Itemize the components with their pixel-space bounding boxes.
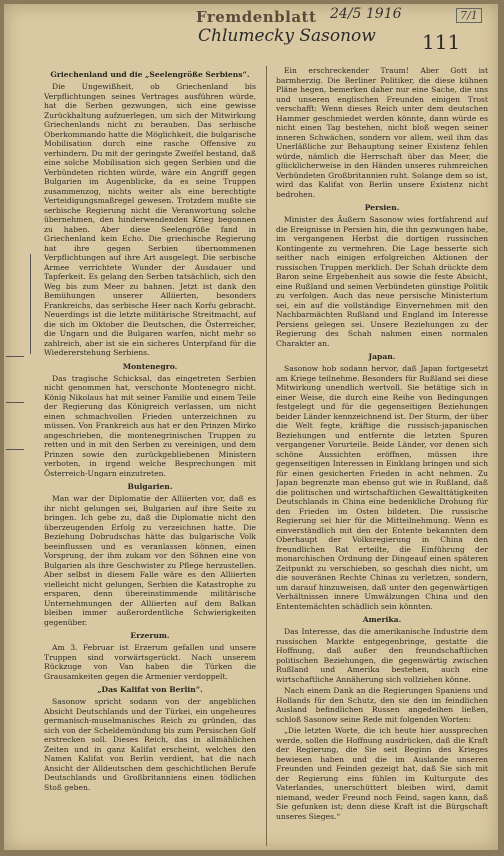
right-column <box>276 66 488 846</box>
pencil-mark <box>6 449 24 451</box>
section-heading: Bulgarien. <box>127 482 173 491</box>
section-heading: „Das Kalifat von Berlin“. <box>97 685 203 694</box>
article-paragraph: Nach einem Dank an die Regierungen Spaniens und Hollands für den Schutz, den sie den im feindlichen Ausland befindlichen Russen angedeihen ließen, schloß Sasonow seine Rede mit folgenden Worten: <box>276 686 488 724</box>
newspaper-clipping <box>4 4 498 850</box>
section-heading: Montenegro. <box>122 361 178 371</box>
column-divider <box>266 66 267 846</box>
section-heading: Amerika. <box>362 615 402 624</box>
handwritten-reference: 7/1 <box>456 8 482 23</box>
article-paragraph: Die Ungewißheit, ob Griechenland bis Verpflichtungen seines Vertrages ausführen würde, hat die Serben gezwungen, sich eine gewisse Zurückhaltung aufzuerlegen, um sich der Mitwirkung Griechenlands nicht zu berauben. Das serbische Oberkommando hatte die Möglichkeit, die bulgarische Mobilisation durch eine rasche Offensive zu verhindern. Du mit der geringste Zweifel bestand, daß eine solche Mobilisation sich gegen Serbien und die Verbündeten richten würde, wäre ein Angriff gegen Bulgarien im Augenblicke, da es seine Truppen zusammenzog, nichts weiter als eine berechtigte Verteidigungsmaßregel gewesen. Trotzdem mußte sie serbische Regierung nicht die Veranwortung solche übernehmen, den hinderwendenden Krieg begonnen zu haben. Aber diese Seelengröße fand in Griechenland kein Echo. Die griechische Regierung hat ihre gegen Serbien übernommenen Verpflichtungen auf ihre Art ausgelegt. Die serbische Armee verrichtete Wunder der Ausdauer und Tapferkeit. Es gelang den Serben tatsächlich, sich den Weg bis zum Meer zu bahnen. Jetzt ist dank den Bemühungen unserer Alliierten, besonders Frankreichs, das serbische Heer nach Korfu gebracht. Neuerdings ist die letzte militärische Streitmacht, auf die sich im Oktober die Deutschen, die Österreicher, die Ungarn und die Bulgaren warfen, nicht mehr so zahlreich, aber ist sie ein sicheres Unterpfand für die Wiedererstehung Serbiens. <box>44 82 256 357</box>
pencil-bracket <box>30 254 37 354</box>
handwritten-names: Chlumecky Sasonow <box>198 26 376 46</box>
article-paragraph: Sasonow spricht sodann von der angeblichen Absicht Deutschlands und der Türkei, ein ungeheures germanisch-muselmanisches Reich zu gründen, das sich von der Scheldemündung bis zum Persischen Golf erstrecken soll. Dieses Reich, das in allmählichen Zeiten und in ganz Kalifat erscheint, welches den Namen Kalifat von Berlin verdient, hat die nach Ansicht der Alldeutschen dem geschichtlichen Berufe Deutschlands und Großbritanniens einen tödlichen Stoß geben. <box>44 697 256 792</box>
section-heading: Persien. <box>364 203 400 212</box>
left-column <box>44 66 256 846</box>
section-heading: Erzerum. <box>130 631 170 640</box>
newspaper-name: Fremdenblatt <box>196 8 317 26</box>
handwritten-date: 24/5 1916 <box>330 6 402 22</box>
article-body <box>44 66 490 846</box>
article-paragraph: Das Interesse, das die amerikanische Industrie dem russischen Markte entgegenbringe, gestatte die Hoffnung, daß außer den freundschaftlichen politischen Beziehungen, die gegenwärtig zwischen Rußland und Amerika bestehen, auch eine wirtschaftliche Annäherung sich vollziehen könne. <box>276 627 488 684</box>
article-paragraph: „Die letzten Worte, die ich heute hier aussprechen werde, sollen die Hoffnung ausdrücken, daß die Kraft der Regierung, die Sie seit Beginn des Krieges bewiesen haben und die im Auslande unseren Freunden und Feinden gezeigt hat, daß Sie sich mit der Regierung eins fühlen im Kulturgute des Vaterlandes, unerschüttert bleiben wird, damit niemand, weder Freund noch Feind, sagen kann, daß Sie gefunken ist; denn diese Kraft ist die Bürgschaft unseres Sieges.“ <box>276 726 488 821</box>
page-number: 111 <box>422 30 461 54</box>
pencil-mark <box>6 402 24 404</box>
article-paragraph: Am 3. Februar ist Erzerum gefallen und unsere Truppen sind vorwärtsgerückt. Nach unserem Rückzuge von Van haben die Türken die Grausamkeiten gegen die Armenier verdoppelt. <box>44 643 256 681</box>
clipping-header <box>4 4 498 60</box>
pencil-mark <box>6 356 24 358</box>
article-paragraph: Minister des Äußern Sasonow wies fortfahrend auf die Ereignisse in Persien hin, die ihn gezwungen habe, im vergangenen Herbst die dortigen russischen Kontingente zu vermehren. Die Lage besserte sich seither nach einigen erfolgreichen Aktionen der russischen Truppen merklich. Der Schah drückte dem Baron seine Ergebenheit aus sowie die feste Absicht, eine Rußland und seinen Verbündeten günstige Politik zu verfolgen. Auch das neue persische Ministerium sei, ein auf die vollständige Einvernehmen mit den Nachbarmächten Rußland und England im Interesse Persiens gelegen sei. Unsere Beziehungen zu der Regierung des Schah nahmen einen normalen Charakter an. <box>276 215 488 348</box>
section-heading: Japan. <box>368 352 396 361</box>
article-paragraph: Man war der Diplomatie der Alliierten vor, daß es ihr nicht gelungen sei, Bulgarien auf ihre Seite zu bringen. Ich gebe zu, daß die Diplomatie nicht den überzeugenden Erfolg zu verzeichnen hatte. Die Beziehung Dobrudschas hätte das bulgarische Volk beeinflussen und es veranlassen können, einen Vorsprung, der ihm zukam vor den Söhnen eine von Bulgarien als ihre Geschwister zu Pflege herzustellen. Aber selbst in diesem Falle wäre es den Alliierten vielleicht nicht gelungen, Serbien die Katastrophe zu ersparen, denn übereinstimmende militärische Unternehmungen der Alliierten auf dem Balkan bleiben immer außerordentliche Schwierigkeiten gegenüber. <box>44 494 256 627</box>
article-paragraph: Ein erschreckender Traum! Aber Gott ist barmherzig. Die Berliner Politiker, die diese kühnen Pläne hegen, bemerken daher nur eine Sache, die uns und unseren englischen Freunden einigen Trost verschafft: Wenn dieses Reich unter dem deutschen Hammer geschmiedet werden könnte, dann würde es nicht einen Tag bestehen, nicht bloß wegen seiner inneren Schwächen, sondern vor allem, weil ihm das Unerläßliche zur Behauptung seiner Existenz fehlen würde, nämlich die Herrschaft über das Meer, die glücklicherweise in den Händen unseres ruhmreichen Verbündeten Großbritannien ruht. Solange dem so ist, wird das Kalifat von Berlin unsere Existenz nicht bedrohen. <box>276 66 488 199</box>
article-paragraph: Das tragische Schicksal, das eingetreten Serbien nicht genommen hat, verschonte Montenegro nicht. König Nikolaus hat mit seiner Familie und einem Teile der Regierung das Königreich verlassen, um nicht einen schmachvollen Frieden unterzeichnen zu müssen. Von Frankreich aus hat er den Prinzen Mirko angeschrieben, die montenegrinischen Truppen zu retten und in mit den Serben zu vereinigen, und dem Prinzen sowie den zurückgebliebenen Ministern verboten, in irgend welche Besprechungen mit Österreich-Ungarn einzutreten. <box>44 373 256 478</box>
article-paragraph: Sasonow hob sodann hervor, daß Japan fortgesetzt am Kriege teilnehme. Besonders für Rußland sei diese Mitwirkung unendlich wertvoll. Sie betätige sich in einer Weise, die durch eine Reihe von Bedingungen festgelegt und für die gegenseitigen Beziehungen beider Länder kennzeichnend ist. Der Sturm, der über die Welt fegte, kräftige die russisch-japanischen Beziehungen und entfernte die letzten Spuren vergangener Vorurteile. Beide Länder, vor denen sich schöne Aussichten eröffnen, müssen ihre gegenseitigen Interessen in Einklang bringen und sich für einen gesicherten Frieden in acht nehmen. Zu Japan begrenzte man ebenso gut wie in Rußland, daß die politischen und wirtschaftlichen Gewalttätigkeiten Deutschlands in China eine bedenkliche Drohung für den Frieden im Osten bildeten. Die russische Regierung sei hier für die Mitteilnehmung. Wenn es einverständlich mit den der Entente bekannten dem Oberhaupt der Volksregierung in China den freundlichen Rat erteilte, die Einführung der monarchischen Ordnung der Dingeauf einen späteren Zeitpunkt zu verschieben, so geschah dies nicht, um die souveränen Rechte Chinas zu verletzen, sondern, um darauf hinzuweisen, daß unter den gegenwärtigen Verhältnissen innere Umwälzungen China und den Ententemächten schädlich sein könnten. <box>276 364 488 611</box>
section-heading: Griechenland und die „Seelengröße Serbiens“. <box>50 70 250 79</box>
